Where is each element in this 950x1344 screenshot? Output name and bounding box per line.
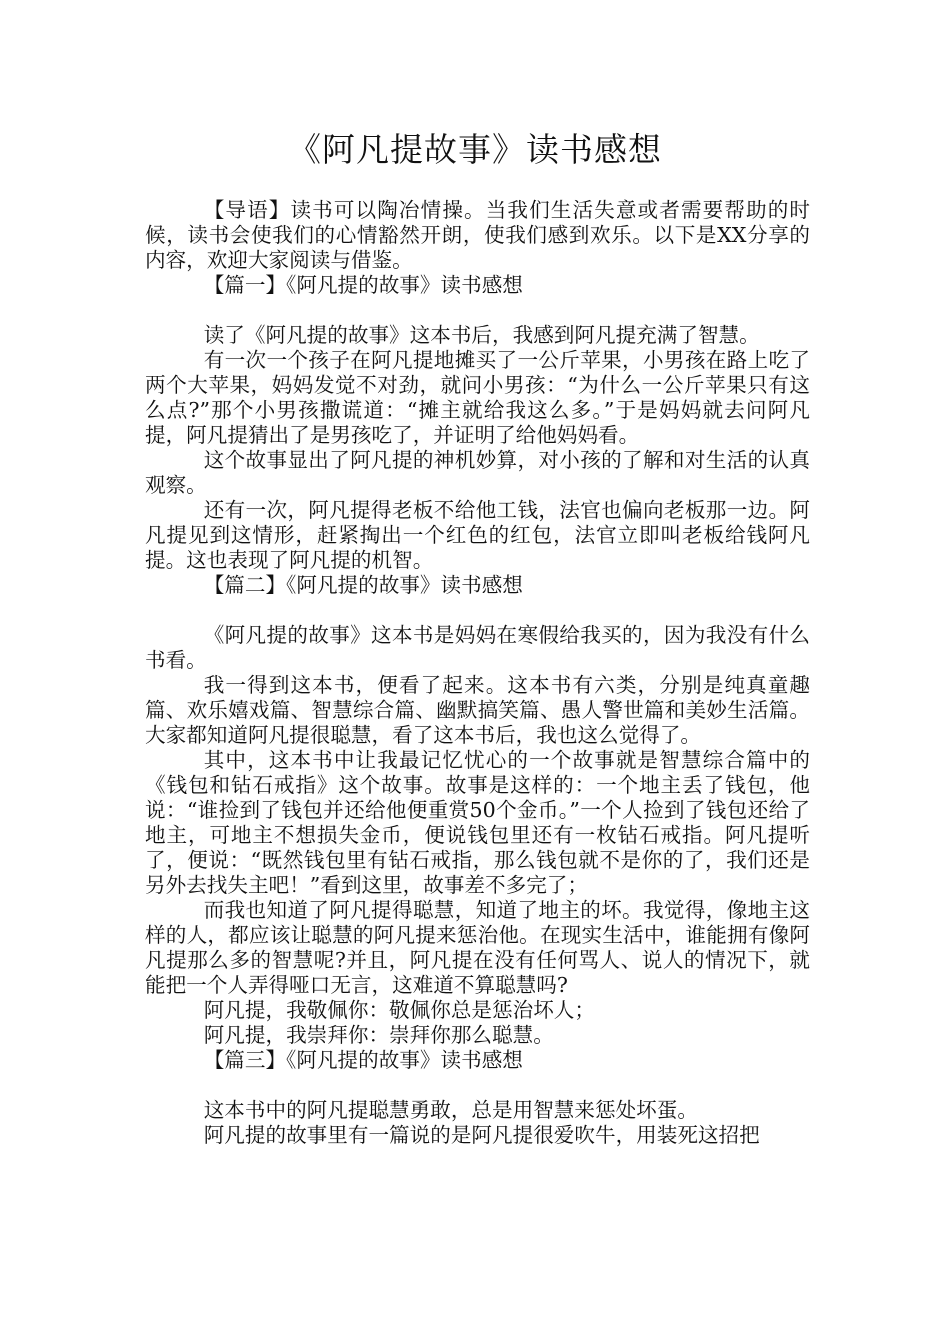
- body-paragraph: 阿凡提，我崇拜你：崇拜你那么聪慧。: [203, 1023, 554, 1047]
- body-paragraph: 还有一次，阿凡提得老板不给他工钱，法官也偏向老板那一边。阿凡提见到这情形，赶紧掏出一个红色的红包，法官立即叫老板给钱阿凡提。这也表现了阿凡提的机智。: [145, 498, 810, 572]
- body-paragraph: 我一得到这本书，便看了起来。这本书有六类，分别是纯真童趣篇、欢乐嬉戏篇、智慧综合篇、幽默搞笑篇、愚人警世篇和美妙生活篇。大家都知道阿凡提很聪慧，看了这本书后，我也这么觉得了。: [145, 673, 810, 747]
- body-paragraph: 有一次一个孩子在阿凡提地摊买了一公斤苹果，小男孩在路上吃了两个大苹果，妈妈发觉不对劲，就问小男孩：“为什么一公斤苹果只有这么点?”那个小男孩撒谎道：“摊主就给我这么多。”于是妈妈就去问阿凡提，阿凡提猜出了是男孩吃了，并证明了给他妈妈看。: [145, 348, 810, 447]
- section-heading: 【篇一】《阿凡提的故事》读书感想: [203, 273, 523, 297]
- body-paragraph: 这本书中的阿凡提聪慧勇敢，总是用智慧来惩处坏蛋。: [203, 1098, 698, 1122]
- section-heading: 【篇二】《阿凡提的故事》读书感想: [203, 573, 523, 597]
- body-paragraph: 阿凡提的故事里有一篇说的是阿凡提很爱吹牛，用装死这招把: [203, 1123, 760, 1147]
- body-paragraph: 而我也知道了阿凡提得聪慧，知道了地主的坏。我觉得，像地主这样的人，都应该让聪慧的阿凡提来惩治他。在现实生活中，谁能拥有像阿凡提那么多的智慧呢?并且，阿凡提在没有任何骂人、说人的情况下，就能把一个人弄得哑口无言，这难道不算聪慧吗?: [145, 898, 810, 997]
- body-paragraph: 【导语】读书可以陶冶情操。当我们生活失意或者需要帮助的时候，读书会使我们的心情豁然开朗，使我们感到欢乐。以下是XX分享的内容，欢迎大家阅读与借鉴。: [145, 198, 810, 272]
- document-body: [145, 198, 810, 1148]
- body-paragraph: 《阿凡提的故事》这本书是妈妈在寒假给我买的，因为我没有什么书看。: [145, 623, 810, 672]
- document-title: 《阿凡提故事》读书感想: [288, 130, 662, 169]
- body-paragraph: 其中，这本书中让我最记忆忧心的一个故事就是智慧综合篇中的《钱包和钻石戒指》这个故事。故事是这样的：一个地主丢了钱包，他说：“谁捡到了钱包并还给他便重赏50个金币。”一个人捡到了钱包还给了地主，可地主不想损失金币，便说钱包里还有一枚钻石戒指。阿凡提听了，便说：“既然钱包里有钻石戒指，那么钱包就不是你的了，我们还是另外去找失主吧！”看到这里，故事差不多完了；: [145, 748, 810, 897]
- body-paragraph: 阿凡提，我敬佩你：敬佩你总是惩治坏人；: [203, 998, 595, 1022]
- body-paragraph: 读了《阿凡提的故事》这本书后，我感到阿凡提充满了智慧。: [203, 323, 760, 347]
- section-heading: 【篇三】《阿凡提的故事》读书感想: [203, 1048, 523, 1072]
- body-paragraph: 这个故事显出了阿凡提的神机妙算，对小孩的了解和对生活的认真观察。: [145, 448, 810, 497]
